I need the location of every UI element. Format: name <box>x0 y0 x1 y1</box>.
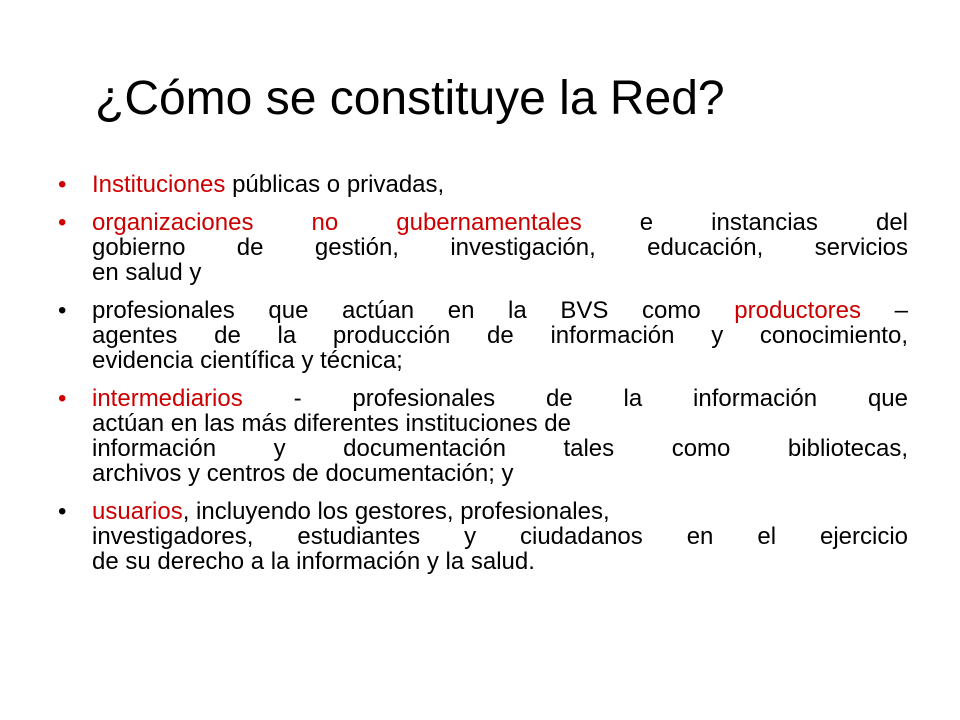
bullet-dot-icon: • <box>58 209 67 236</box>
body-text: públicas o privadas, <box>225 171 445 198</box>
bullet-line: agentes de la producción de información y conocimiento, <box>92 322 908 349</box>
bullet-list <box>58 172 908 587</box>
bullet-item-instituciones <box>58 172 908 197</box>
bullet-line: información y documentación tales como bibliotecas, <box>92 435 908 462</box>
bullet-dot-icon: • <box>58 171 67 198</box>
bullet-line <box>92 172 908 197</box>
bullet-item-usuarios <box>58 499 908 574</box>
body-text: - profesionales de la información que <box>242 385 908 412</box>
slide-title: ¿Cómo se constituye la Red? <box>95 72 725 125</box>
highlight-text: intermediarios <box>92 385 243 412</box>
highlight-text: Instituciones <box>92 171 226 198</box>
bullet-item-intermediarios <box>58 386 908 486</box>
highlight-text: usuarios <box>92 498 183 525</box>
bullet-line: investigadores, estudiantes y ciudadanos en el ejercicio <box>92 523 908 550</box>
bullet-dot-icon: • <box>58 498 67 525</box>
body-text: – <box>861 297 908 324</box>
body-text: , incluyendo los gestores, profesionales, <box>182 498 610 525</box>
bullet-line: actúan en las más diferentes instituciones de <box>92 410 571 437</box>
body-text: e instancias del <box>581 209 908 236</box>
body-text: profesionales que actúan en la BVS como <box>92 297 735 324</box>
bullet-item-profesionales <box>58 298 908 373</box>
bullet-item-organizaciones <box>58 210 908 285</box>
bullet-line: archivos y centros de documentación; y <box>92 460 514 487</box>
highlight-text: organizaciones no gubernamentales <box>92 209 582 236</box>
bullet-line <box>92 386 908 411</box>
bullet-line: de su derecho a la información y la salud. <box>92 548 535 575</box>
bullet-line: en salud y <box>92 259 202 286</box>
bullet-dot-icon: • <box>58 297 67 324</box>
bullet-line <box>92 499 908 524</box>
bullet-line: evidencia científica y técnica; <box>92 347 403 374</box>
bullet-line: gobierno de gestión, investigación, educación, servicios <box>92 234 908 261</box>
highlight-text: productores <box>734 297 862 324</box>
bullet-line <box>92 210 908 235</box>
bullet-line <box>92 298 908 323</box>
bullet-dot-icon: • <box>58 385 67 412</box>
